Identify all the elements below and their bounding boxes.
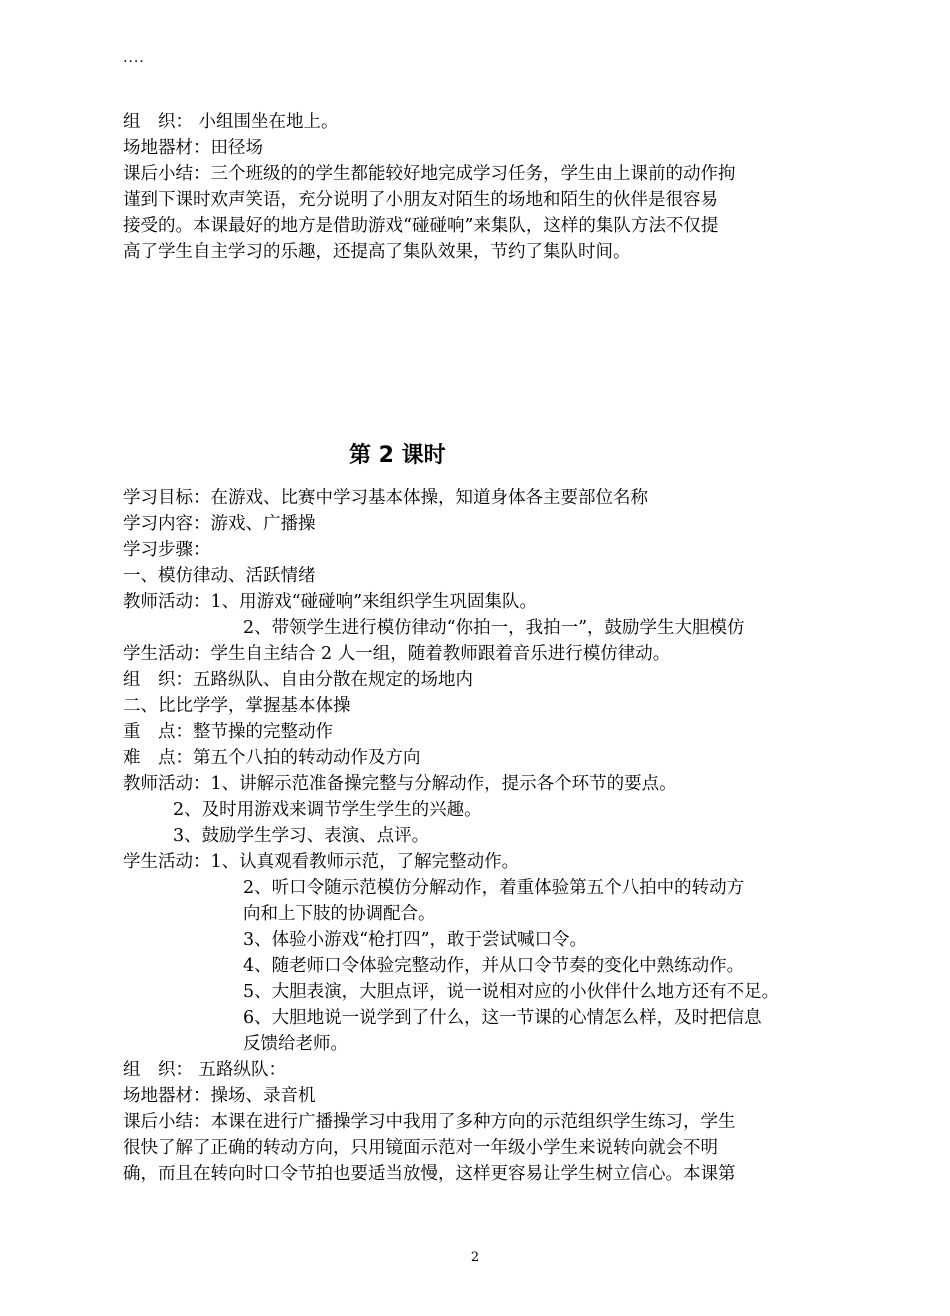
student-activity-line: 3、体验小游戏“枪打四”，敢于尝试喊口令。 (243, 930, 588, 950)
summary-line: 确，而且在转向时口令节拍也要适当放慢，这样更容易让学生树立信心。本课第 (123, 1164, 736, 1184)
organization-line: 组 织：五路纵队、自由分散在规定的场地内 (123, 670, 473, 690)
lesson-title: 第 2 课时 (349, 443, 446, 468)
student-activity-line: 学生活动：学生自主结合 2 人一组，随着教师跟着音乐进行模仿律动。 (123, 644, 671, 664)
teacher-activity-line: 教师活动：1、讲解示范准备操完整与分解动作，提示各个环节的要点。 (123, 774, 677, 794)
organization-line: 组 织： 小组围坐在地上。 (123, 112, 339, 132)
key-point-line: 重 点：整节操的完整动作 (123, 722, 333, 742)
teacher-activity-line: 2、及时用游戏来调节学生学生的兴趣。 (173, 800, 482, 820)
summary-line: 接受的。本课最好的地方是借助游戏“碰碰响”来集队，这样的集队方法不仅提 (123, 216, 719, 236)
leading-dots: .... (123, 50, 145, 66)
lesson2-body-block (123, 485, 843, 1187)
equipment-line: 场地器材：操场、录音机 (123, 1086, 316, 1106)
organization-line: 组 织： 五路纵队： (123, 1060, 287, 1080)
student-activity-line: 6、大胆地说一说学到了什么，这一节课的心情怎么样，及时把信息 (243, 1008, 762, 1028)
learning-steps-line: 学习步骤： (123, 540, 211, 560)
student-activity-line: 反馈给老师。 (243, 1034, 348, 1054)
summary-line: 高了学生自主学习的乐趣，还提高了集队效果，节约了集队时间。 (123, 242, 631, 262)
student-activity-line: 2、听口令随示范模仿分解动作，着重体验第五个八拍中的转动方 (243, 878, 745, 898)
summary-line: 谨到下课时欢声笑语，充分说明了小朋友对陌生的场地和陌生的伙伴是很容易 (123, 190, 718, 210)
summary-line: 课后小结：三个班级的的学生都能较好地完成学习任务，学生由上课前的动作拘 (123, 164, 736, 184)
teacher-activity-line: 3、鼓励学生学习、表演、点评。 (173, 826, 430, 846)
learning-goal-line: 学习目标：在游戏、比赛中学习基本体操，知道身体各主要部位名称 (123, 488, 648, 508)
step-heading: 一、模仿律动、活跃情绪 (123, 566, 316, 586)
summary-line: 很快了解了正确的转动方向，只用镜面示范对一年级小学生来说转向就会不明 (123, 1138, 718, 1158)
learning-content-line: 学习内容：游戏、广播操 (123, 514, 316, 534)
teacher-activity-line: 2、带领学生进行模仿律动“你拍一，我拍一”，鼓励学生大胆模仿 (243, 618, 745, 638)
student-activity-line: 向和上下肢的协调配合。 (243, 904, 436, 924)
page-number: 2 (470, 1250, 480, 1265)
student-activity-line: 4、随老师口令体验完整动作，并从口令节奏的变化中熟练动作。 (243, 956, 745, 976)
student-activity-line: 学生活动：1、认真观看教师示范，了解完整动作。 (123, 852, 520, 872)
summary-line: 课后小结：本课在进行广播操学习中我用了多种方向的示范组织学生练习，学生 (123, 1112, 736, 1132)
student-activity-line: 5、大胆表演，大胆点评，说一说相对应的小伙伴什么地方还有不足。 (243, 982, 780, 1002)
lesson1-summary-block (123, 109, 843, 265)
equipment-line: 场地器材：田径场 (123, 138, 263, 158)
teacher-activity-line: 教师活动：1、用游戏“碰碰响”来组织学生巩固集队。 (123, 592, 538, 612)
difficulty-line: 难 点：第五个八拍的转动动作及方向 (123, 748, 421, 768)
step-heading: 二、比比学学，掌握基本体操 (123, 696, 351, 716)
